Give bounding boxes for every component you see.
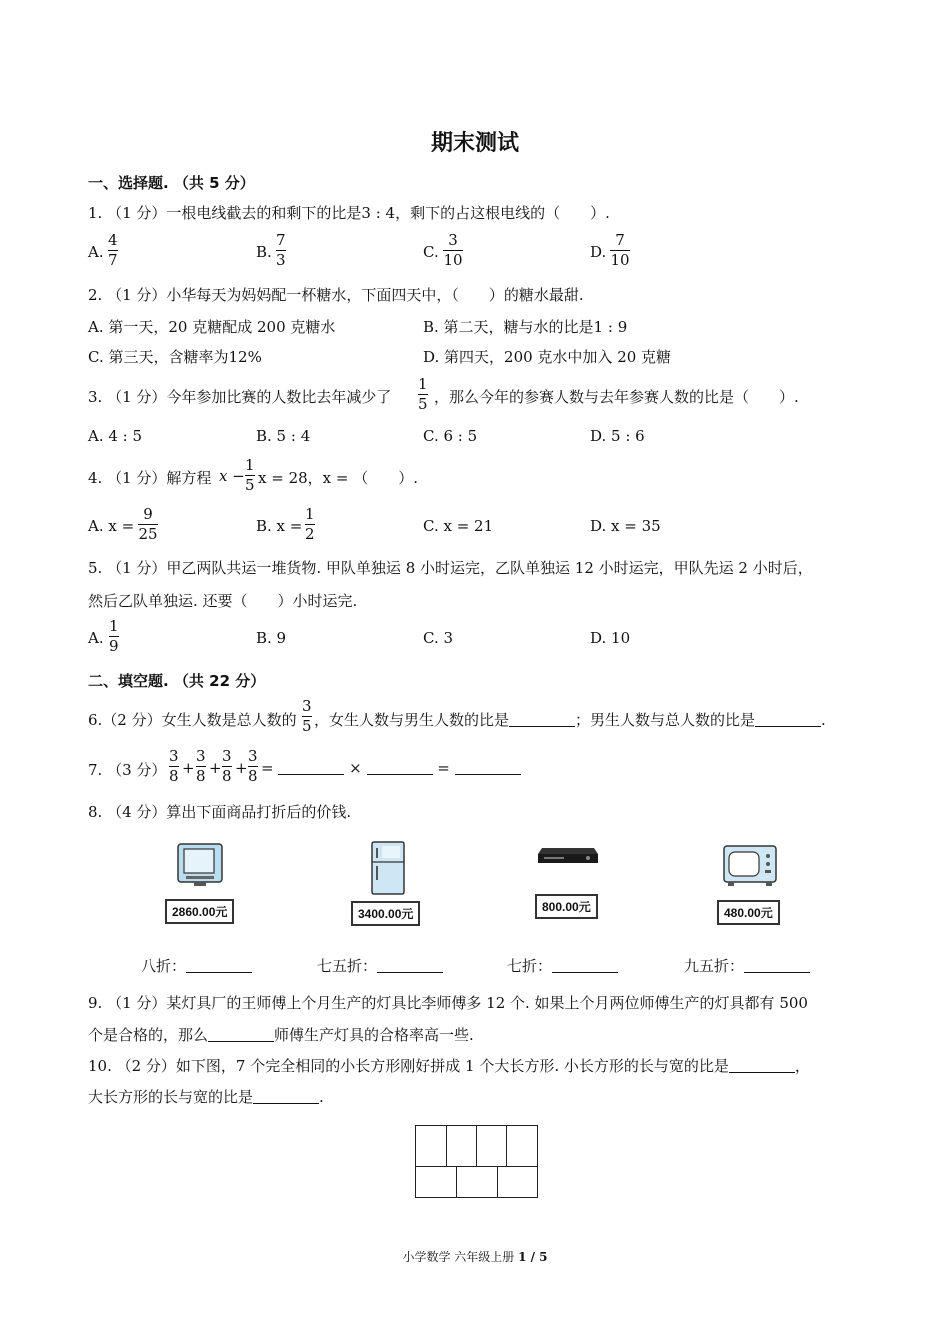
diagram-bottom-divider-2 [497,1166,498,1197]
q10-blank-1[interactable] [729,1058,795,1073]
q6-fraction: 3 5 [302,697,312,735]
q7-plus-2: + [209,759,222,777]
diagram-horizontal-line [416,1166,537,1167]
q8-blank-microwave[interactable] [744,958,810,973]
q7-fraction-2: 3 8 [196,747,206,785]
q5-option-b: B. 9 [256,629,287,647]
q5-line2: 然后乙队单独运. 还要（ ）小时运完. [88,592,358,610]
q3-stem-b: ，那么今年的参赛人数与去年参赛人数的比是（ ）. [434,388,799,406]
q8-discount-fridge: 七五折： [317,955,443,976]
q1-option-a-fraction: 4 7 [108,231,118,269]
q7-stem: 7. （3 分） [88,761,167,779]
q1-option-d-label: D. [590,243,607,261]
q5-option-a-label: A. [88,629,104,647]
page-number: 1 / 5 [518,1250,548,1264]
q7-times: × [349,759,362,777]
q7-fraction-4: 3 8 [248,747,258,785]
q4-option-a-label: A. x = [88,517,135,535]
q7-fraction-3: 3 8 [222,747,232,785]
q2-option-a: A. 第一天，20 克糖配成 200 克糖水 [88,318,336,336]
q7-blank-3[interactable] [455,760,521,775]
q2-option-d: D. 第四天，200 克水中加入 20 克糖 [423,348,672,366]
q4-option-c: C. x = 21 [423,517,494,535]
q6-blank-2[interactable] [755,712,821,727]
q5-line1: 5. （1 分）甲乙两队共运一堆货物. 甲队单独运 8 小时运完，乙队单独运 12 小时运完，甲队先运 2 小时后， [88,559,813,577]
q7-plus-3: + [235,759,248,777]
q3-fraction: 1 5 [418,375,428,413]
q8-discount-tv: 八折： [141,955,252,976]
diagram-top-divider-1 [446,1126,447,1166]
q6-stem-d: . [821,711,826,729]
q7-fraction-1: 3 8 [169,747,179,785]
q4-expr-a: x − [219,467,245,485]
diagram-top-divider-3 [506,1126,507,1166]
q7-plus-1: + [182,759,195,777]
price-tag-tv: 2860.00元 [165,899,234,924]
q1-option-a-label: A. [88,243,104,261]
q3-option-d: D. 5 : 6 [590,427,645,445]
q9-line2: 个是合格的，那么 师傅生产灯具的合格率高一些. [88,1026,474,1044]
page-footer [0,1248,950,1265]
q4-option-b-fraction: 1 2 [305,505,315,543]
q5-option-c: C. 3 [423,629,454,647]
fridge-image [368,840,408,896]
page-title: 期末测试 [430,131,519,156]
q7-equals-1: = [261,759,274,777]
q3-stem-a: 3. （1 分）今年参加比赛的人数比去年减少了 [88,388,392,406]
rectangle-diagram [415,1125,538,1198]
q6-blank-1[interactable] [509,712,575,727]
q1-option-b-label: B. [256,243,272,261]
footer-text: 小学数学 六年级上册 [402,1250,519,1264]
price-tag-fridge: 3400.00元 [351,901,420,926]
q10-line2: 大长方形的长与宽的比是 . [88,1088,324,1106]
q4-expr-b: x = 28，x = （ ）. [258,469,418,487]
q8-discount-dvd: 七折： [507,955,618,976]
q1-option-c-label: C. [423,243,439,261]
diagram-bottom-divider-1 [456,1166,457,1197]
q4-option-a-fraction: 9 25 [138,505,158,543]
section-heading-fill: 二、填空题. （共 22 分） [88,672,266,690]
q8-discount-microwave: 九五折： [684,955,810,976]
q4-option-d: D. x = 35 [590,517,661,535]
q3-option-a: A. 4 : 5 [88,427,143,445]
q3-option-c: C. 6 : 5 [423,427,478,445]
price-tag-dvd-player: 800.00元 [535,894,598,919]
q2-stem: 2. （1 分）小华每天为妈妈配一杯糖水，下面四天中，（ ）的糖水最甜. [88,286,584,304]
q4-stem-a: 4. （1 分）解方程 [88,469,212,487]
q7-answer-line [261,759,521,777]
section-heading-choice: 一、选择题. （共 5 分） [88,174,255,192]
q5-option-d: D. 10 [590,629,631,647]
q6-stem-b: ，女生人数与男生人数的比是 [314,711,510,729]
q7-equals-2: = [437,759,450,777]
q7-blank-1[interactable] [278,760,344,775]
q2-option-b: B. 第二天，糖与水的比是1 : 9 [423,318,628,336]
tv-image [176,842,224,888]
q8-stem: 8. （4 分）算出下面商品打折后的价钱. [88,803,352,821]
q6-stem-c: ；男生人数与总人数的比是 [575,711,756,729]
q8-blank-dvd[interactable] [552,958,618,973]
q3-option-b: B. 5 : 4 [256,427,311,445]
q9-line1: 9. （1 分）某灯具厂的王师傅上个月生产的灯具比李师傅多 12 个. 如果上个月两位师傅生产的灯具都有 500 [88,994,808,1012]
q6-stem-a: 6.（2 分）女生人数是总人数的 [88,711,297,729]
q8-blank-tv[interactable] [186,958,252,973]
q10-line1: 10. （2 分）如下图，7 个完全相同的小长方形刚好拼成 1 个大长方形. 小长方形的长与宽的比是 ， [88,1057,810,1075]
diagram-top-divider-2 [476,1126,477,1166]
price-tag-microwave: 480.00元 [717,900,780,925]
q7-blank-2[interactable] [367,760,433,775]
q6-line [314,709,826,730]
q1-option-c-fraction: 3 10 [443,231,463,269]
q2-option-c: C. 第三天，含糖率为12% [88,348,262,366]
q1-stem: 1. （1 分）一根电线截去的和剩下的比是3 : 4，剩下的占这根电线的（ ）. [88,204,610,222]
dvd-player-image [536,846,600,866]
q4-fraction: 1 5 [245,456,255,494]
q4-option-b-label: B. x = [256,517,303,535]
q5-option-a-fraction: 1 9 [109,617,119,655]
q9-blank[interactable] [208,1027,274,1042]
q1-option-d-fraction: 7 10 [610,231,630,269]
q8-blank-fridge[interactable] [377,958,443,973]
q10-blank-2[interactable] [253,1089,319,1104]
q1-option-b-fraction: 7 3 [276,231,286,269]
microwave-image [722,842,778,888]
